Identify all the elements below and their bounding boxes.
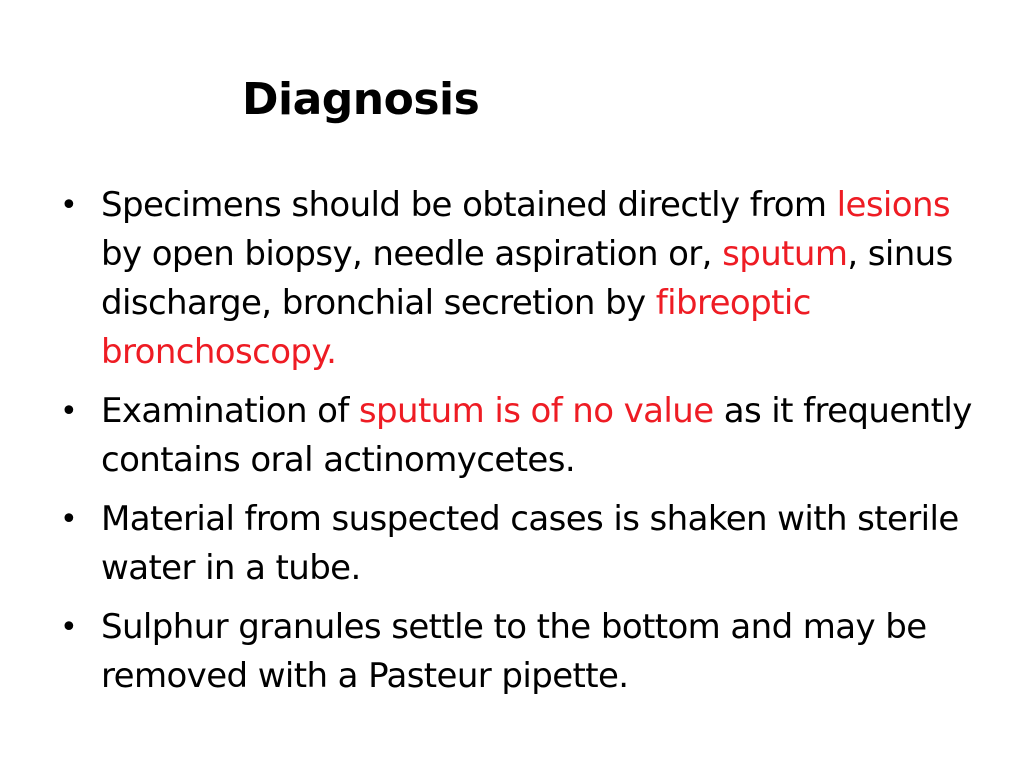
bullet-text: Specimens should be obtained directly from	[101, 185, 837, 225]
bullet-item	[58, 181, 988, 377]
bullet-item	[58, 603, 988, 701]
bullet-text: Sulphur granules settle to the bottom and may be removed with a Pasteur pipette.	[101, 607, 927, 696]
bullet-dot-icon: •	[60, 394, 78, 429]
bullet-list	[58, 181, 988, 711]
highlighted-text: fibreoptic bronchoscopy.	[101, 283, 811, 372]
bullet-text: as it frequently contains oral actinomycetes.	[101, 391, 972, 480]
bullet-text: by open biopsy, needle aspiration or,	[101, 234, 723, 274]
bullet-item	[58, 495, 988, 593]
highlighted-text: sputum	[722, 234, 848, 274]
highlighted-text: lesions	[836, 185, 951, 225]
bullet-item	[58, 387, 988, 485]
bullet-dot-icon: •	[60, 188, 78, 223]
bullet-dot-icon: •	[60, 502, 78, 537]
highlighted-text: sputum is of no value	[358, 391, 714, 431]
bullet-text: Examination of	[101, 391, 359, 431]
bullet-text: Material from suspected cases is shaken with sterile water in a tube.	[101, 499, 959, 588]
slide-title: Diagnosis	[242, 74, 480, 125]
bullet-text: , sinus discharge, bronchial secretion by	[101, 234, 953, 323]
bullet-dot-icon: •	[60, 610, 78, 645]
